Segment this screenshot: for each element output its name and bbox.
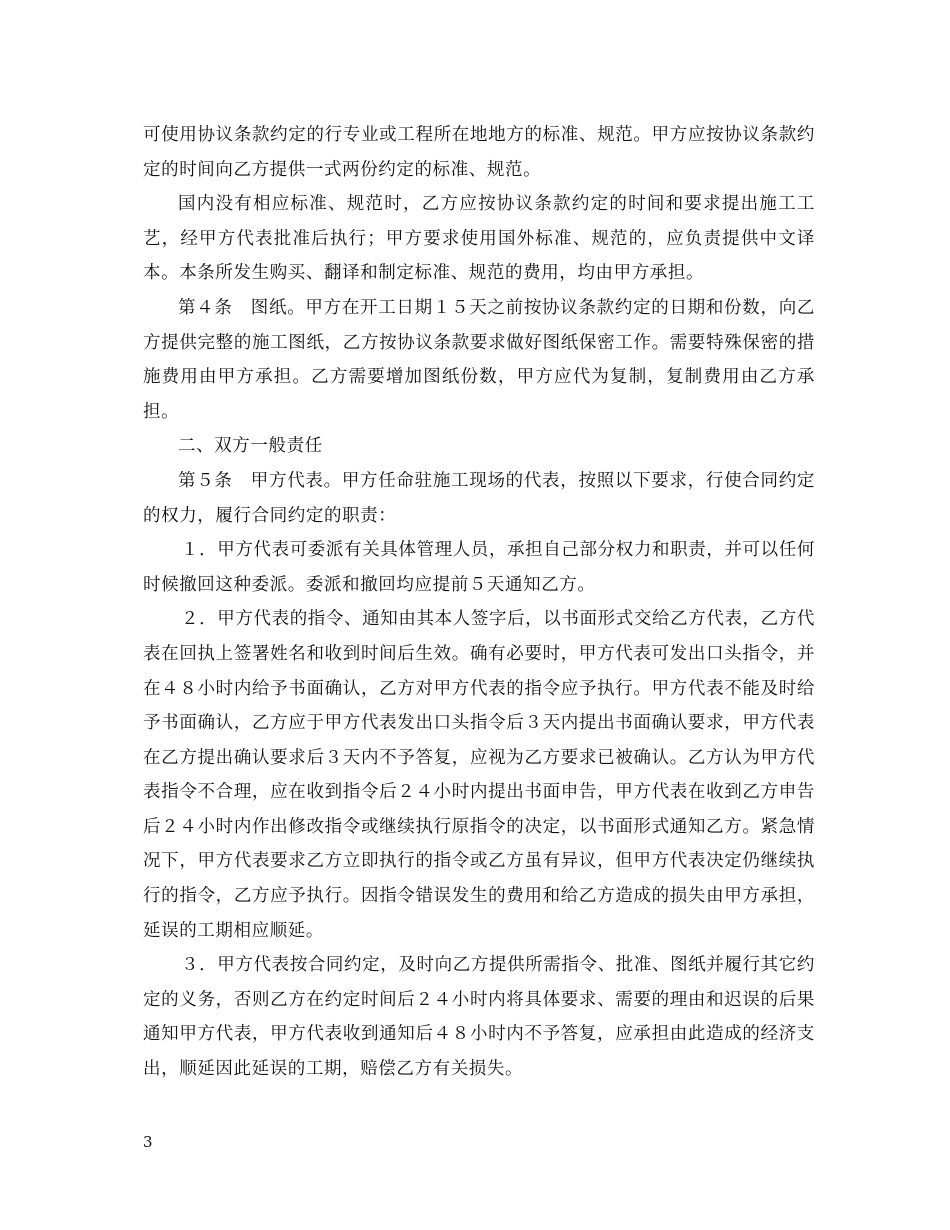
- list-item-2: ２．甲方代表的指令、通知由其本人签字后，以书面形式交给乙方代表，乙方代表在回执上签署姓名和收到时间后生效。确有必要时，甲方代表可发出口头指令，并在４８小时内给予书面确认，乙方对甲方代表的指令应予执行。甲方代表不能及时给予书面确认，乙方应于甲方代表发出口头指令后３天内提出书面确认要求，甲方代表在乙方提出确认要求后３天内不予答复，应视为乙方要求已被确认。乙方认为甲方代表指令不合理，应在收到指令后２４小时内提出书面申告，甲方代表在收到乙方申告后２４小时内作出修改指令或继续执行原指令的决定，以书面形式通知乙方。紧急情况下，甲方代表要求乙方立即执行的指令或乙方虽有异议，但甲方代表决定仍继续执行的指令，乙方应予执行。因指令错误发生的费用和给乙方造成的损失由甲方承担，延误的工期相应顺延。: [143, 609, 815, 941]
- list-item-3: ３．甲方代表按合同约定，及时向乙方提供所需指令、批准、图纸并履行其它约定的义务，否则乙方在约定时间后２４小时内将具体要求、需要的理由和迟误的后果通知甲方代表，甲方代表收到通知后４８小时内不予答复，应承担由此造成的经济支出，顺延因此延误的工期，赔偿乙方有关损失。: [143, 955, 815, 1080]
- paragraph-continuation: 可使用协议条款约定的行专业或工程所在地地方的标准、规范。甲方应按协议条款约定的时间向乙方提供一式两份约定的标准、规范。: [143, 125, 815, 180]
- section-heading-general-responsibilities: 二、双方一般责任: [178, 436, 323, 457]
- paragraph-article-5-representative: 第５条 甲方代表。甲方任命驻施工现场的代表，按照以下要求，行使合同约定的权力，履行合同约定的职责：: [143, 470, 815, 526]
- paragraph-domestic-standards: 国内没有相应标准、规范时，乙方应按协议条款约定的时间和要求提出施工工艺，经甲方代表批准后执行；甲方要求使用国外标准、规范的，应负责提供中文译本。本条所发生购买、翻译和制定标准、规范的费用，均由甲方承担。: [143, 194, 815, 284]
- list-item-1: １．甲方代表可委派有关具体管理人员，承担自己部分权力和职责，并可以任何时候撤回这种委派。委派和撤回均应提前５天通知乙方。: [143, 540, 815, 595]
- paragraph-article-4-drawings: 第４条 图纸。甲方在开工日期１５天之前按协议条款约定的日期和份数，向乙方提供完整的施工图纸，乙方按协议条款要求做好图纸保密工作。需要特殊保密的措施费用由甲方承担。乙方需要增加图纸份数，甲方应代为复制，复制费用由乙方承担。: [143, 297, 815, 422]
- document-body: [143, 118, 815, 1087]
- page-number: 3: [143, 1133, 153, 1151]
